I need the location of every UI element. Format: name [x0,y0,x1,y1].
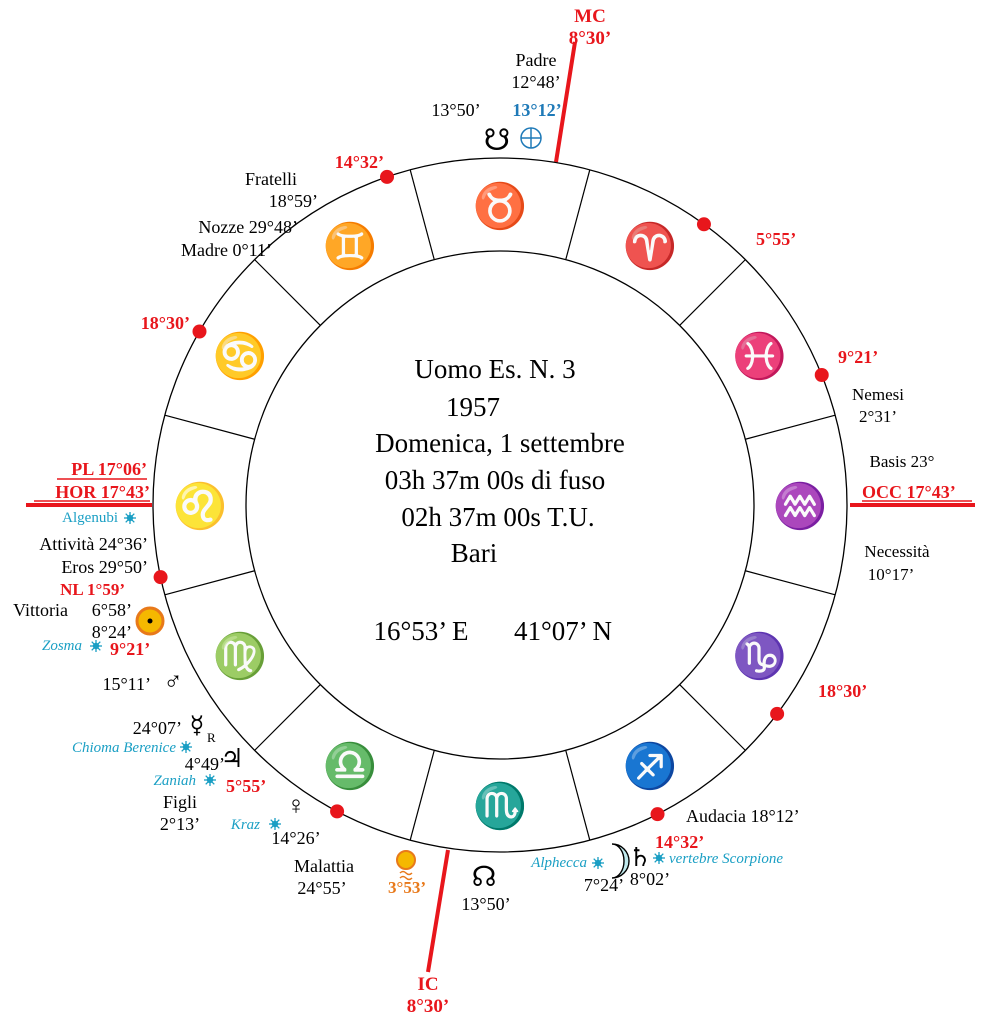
venus-icon: ♀ [286,791,306,820]
jupiter-icon: ♃ [220,744,244,773]
part-of-fortune-icon [521,128,541,148]
sign-divider [165,415,255,439]
sign-pisces-icon: ♓ [732,332,788,381]
cusp-dot [697,217,711,231]
padre-degree: 12°48’ [511,72,561,92]
sign-divider [566,170,590,260]
zosma-star-icon [90,640,102,652]
nemesi-label: Nemesi [852,385,904,404]
padre-label: Padre [515,50,557,70]
sign-divider [255,260,321,326]
cusp-dot [154,570,168,584]
cusp-degree: 18°30’ [818,681,868,701]
moon-icon [612,844,629,878]
cusp-dot [192,325,206,339]
malattia-label: Malattia [294,856,354,876]
figli-degree: 2°13’ [159,814,201,834]
fratelli-label: Fratelli [245,169,297,189]
cusp-dot [770,707,784,721]
sign-gemini-icon: ♊ [322,222,378,272]
venus-degree: 14°26’ [271,828,321,848]
cusp-degree: 9°21’ [838,347,879,367]
alphecca-star-icon [592,857,604,869]
center-line-2: 1957 [446,392,500,422]
vertebre-star-icon [653,852,665,864]
mars-degree: 15°11’ [102,674,151,694]
sign-divider [410,750,434,840]
mars-icon: ♂ [163,667,183,696]
sign-divider [680,260,746,326]
cusp-degree: 5°55’ [756,229,797,249]
sign-libra-icon: ♎ [322,741,378,791]
sign-divider [566,750,590,840]
zaniah-star-icon [204,774,216,786]
sign-taurus-icon: ♉ [472,182,528,231]
sign-divider [680,685,746,751]
cusp-degree: 14°32’ [334,152,384,172]
sign-sagittarius-icon: ♐ [622,741,678,791]
alphecca-label: Alphecca [531,855,587,871]
mercury-degree: 24°07’ [132,718,182,738]
sign-cancer-icon: ♋ [212,332,268,381]
nozze-label: Nozze 29°48’ [198,217,298,237]
madre-label: Madre 0°11’ [180,240,272,260]
cusp-dot [380,170,394,184]
cusp-degree: 18°30’ [140,313,190,333]
chioma-star-icon [180,741,192,753]
sign-virgo-icon: ♍ [212,632,268,681]
south-node-icon: ☊ [471,862,497,893]
part-of-fortune-degree: 13°12’ [512,100,562,120]
north-node-icon: ☋ [483,124,511,157]
occ-label: OCC 17°43’ [862,482,956,502]
sign-aquarius-icon: ♒ [772,482,828,531]
zaniah-label: Zaniah [153,773,196,789]
chart-center-info [373,354,624,646]
cusp-dot [651,807,665,821]
chioma-label: Chioma Berenice [72,740,176,756]
center-line-5: 02h 37m 00s T.U. [401,502,595,532]
mercury-icon: ☿ [189,713,205,739]
center-line-4: 03h 37m 00s di fuso [384,465,606,495]
saturn-icon: ♄ [628,843,652,872]
pl-label: PL 17°06’ [71,459,147,479]
sign-scorpio-icon: ♏ [472,782,528,831]
center-line-1: Uomo Es. N. 3 [414,354,576,384]
nl-label: NL 1°59’ [60,580,125,599]
mercury-retrograde: R [207,730,216,745]
eclipse-sun-icon [397,851,415,880]
moon-degree: 7°24’ [583,875,625,895]
mc-degree: 8°30’ [568,28,612,49]
fratelli-degree: 18°59’ [268,191,318,211]
sign-divider [745,571,835,595]
kraz-label: Kraz [230,817,260,833]
center-line-3: Domenica, 1 settembre [375,428,625,458]
basis-label: Basis 23° [869,452,935,471]
sun-icon [137,608,163,634]
cusp-dots [154,170,829,821]
zosma-label: Zosma [41,638,82,654]
hor-label: HOR 17°43’ [55,482,150,502]
jupiter-degree: 4°49’ [184,754,225,774]
vittoria-label: Vittoria [13,600,68,620]
eclipse-degree: 3°53’ [388,878,426,897]
sign-divider [745,415,835,439]
nemesi-degree: 2°31’ [859,407,897,426]
ic-degree: 8°30’ [406,996,450,1017]
cusp-degree: 9°21’ [110,639,151,659]
eros-label: Eros 29°50’ [61,557,148,577]
vittoria-degree: 6°58’ [91,600,132,620]
attivita-label: Attività 24°36’ [39,534,148,554]
mc-label: MC [574,6,606,27]
center-line-6: Bari [450,538,498,568]
cusp-degree: 5°55’ [226,776,267,796]
saturn-degree: 8°02’ [629,869,671,889]
sign-divider [255,685,321,751]
necessita-label: Necessità [864,542,930,561]
cusp-degree: 14°32’ [655,832,705,852]
sun-degree: 8°24’ [91,622,132,642]
center-latitude: 41°07’ N [513,616,613,646]
vertebre-label: vertebre Scorpione [669,851,783,867]
algenubi-label: Algenubi [62,510,118,526]
south-node-degree: 13°50’ [461,894,511,914]
algenubi-star-icon [124,512,136,524]
center-longitude: 16°53’ E [373,616,469,646]
sign-divider [410,170,434,260]
malattia-degree: 24°55’ [297,878,347,898]
sign-divider [165,571,255,595]
cusp-dot [815,368,829,382]
sign-leo-icon: ♌ [172,482,228,531]
north-node-degree: 13°50’ [431,100,481,120]
mc-ic-axis-lower [428,850,448,972]
necessita-degree: 10°17’ [867,565,915,584]
figli-label: Figli [162,792,198,812]
sign-aries-icon: ♈ [622,222,678,272]
cusp-dot [330,804,344,818]
ic-label: IC [417,974,439,995]
sign-capricorn-icon: ♑ [732,632,788,681]
audacia-label: Audacia 18°12’ [686,806,800,826]
